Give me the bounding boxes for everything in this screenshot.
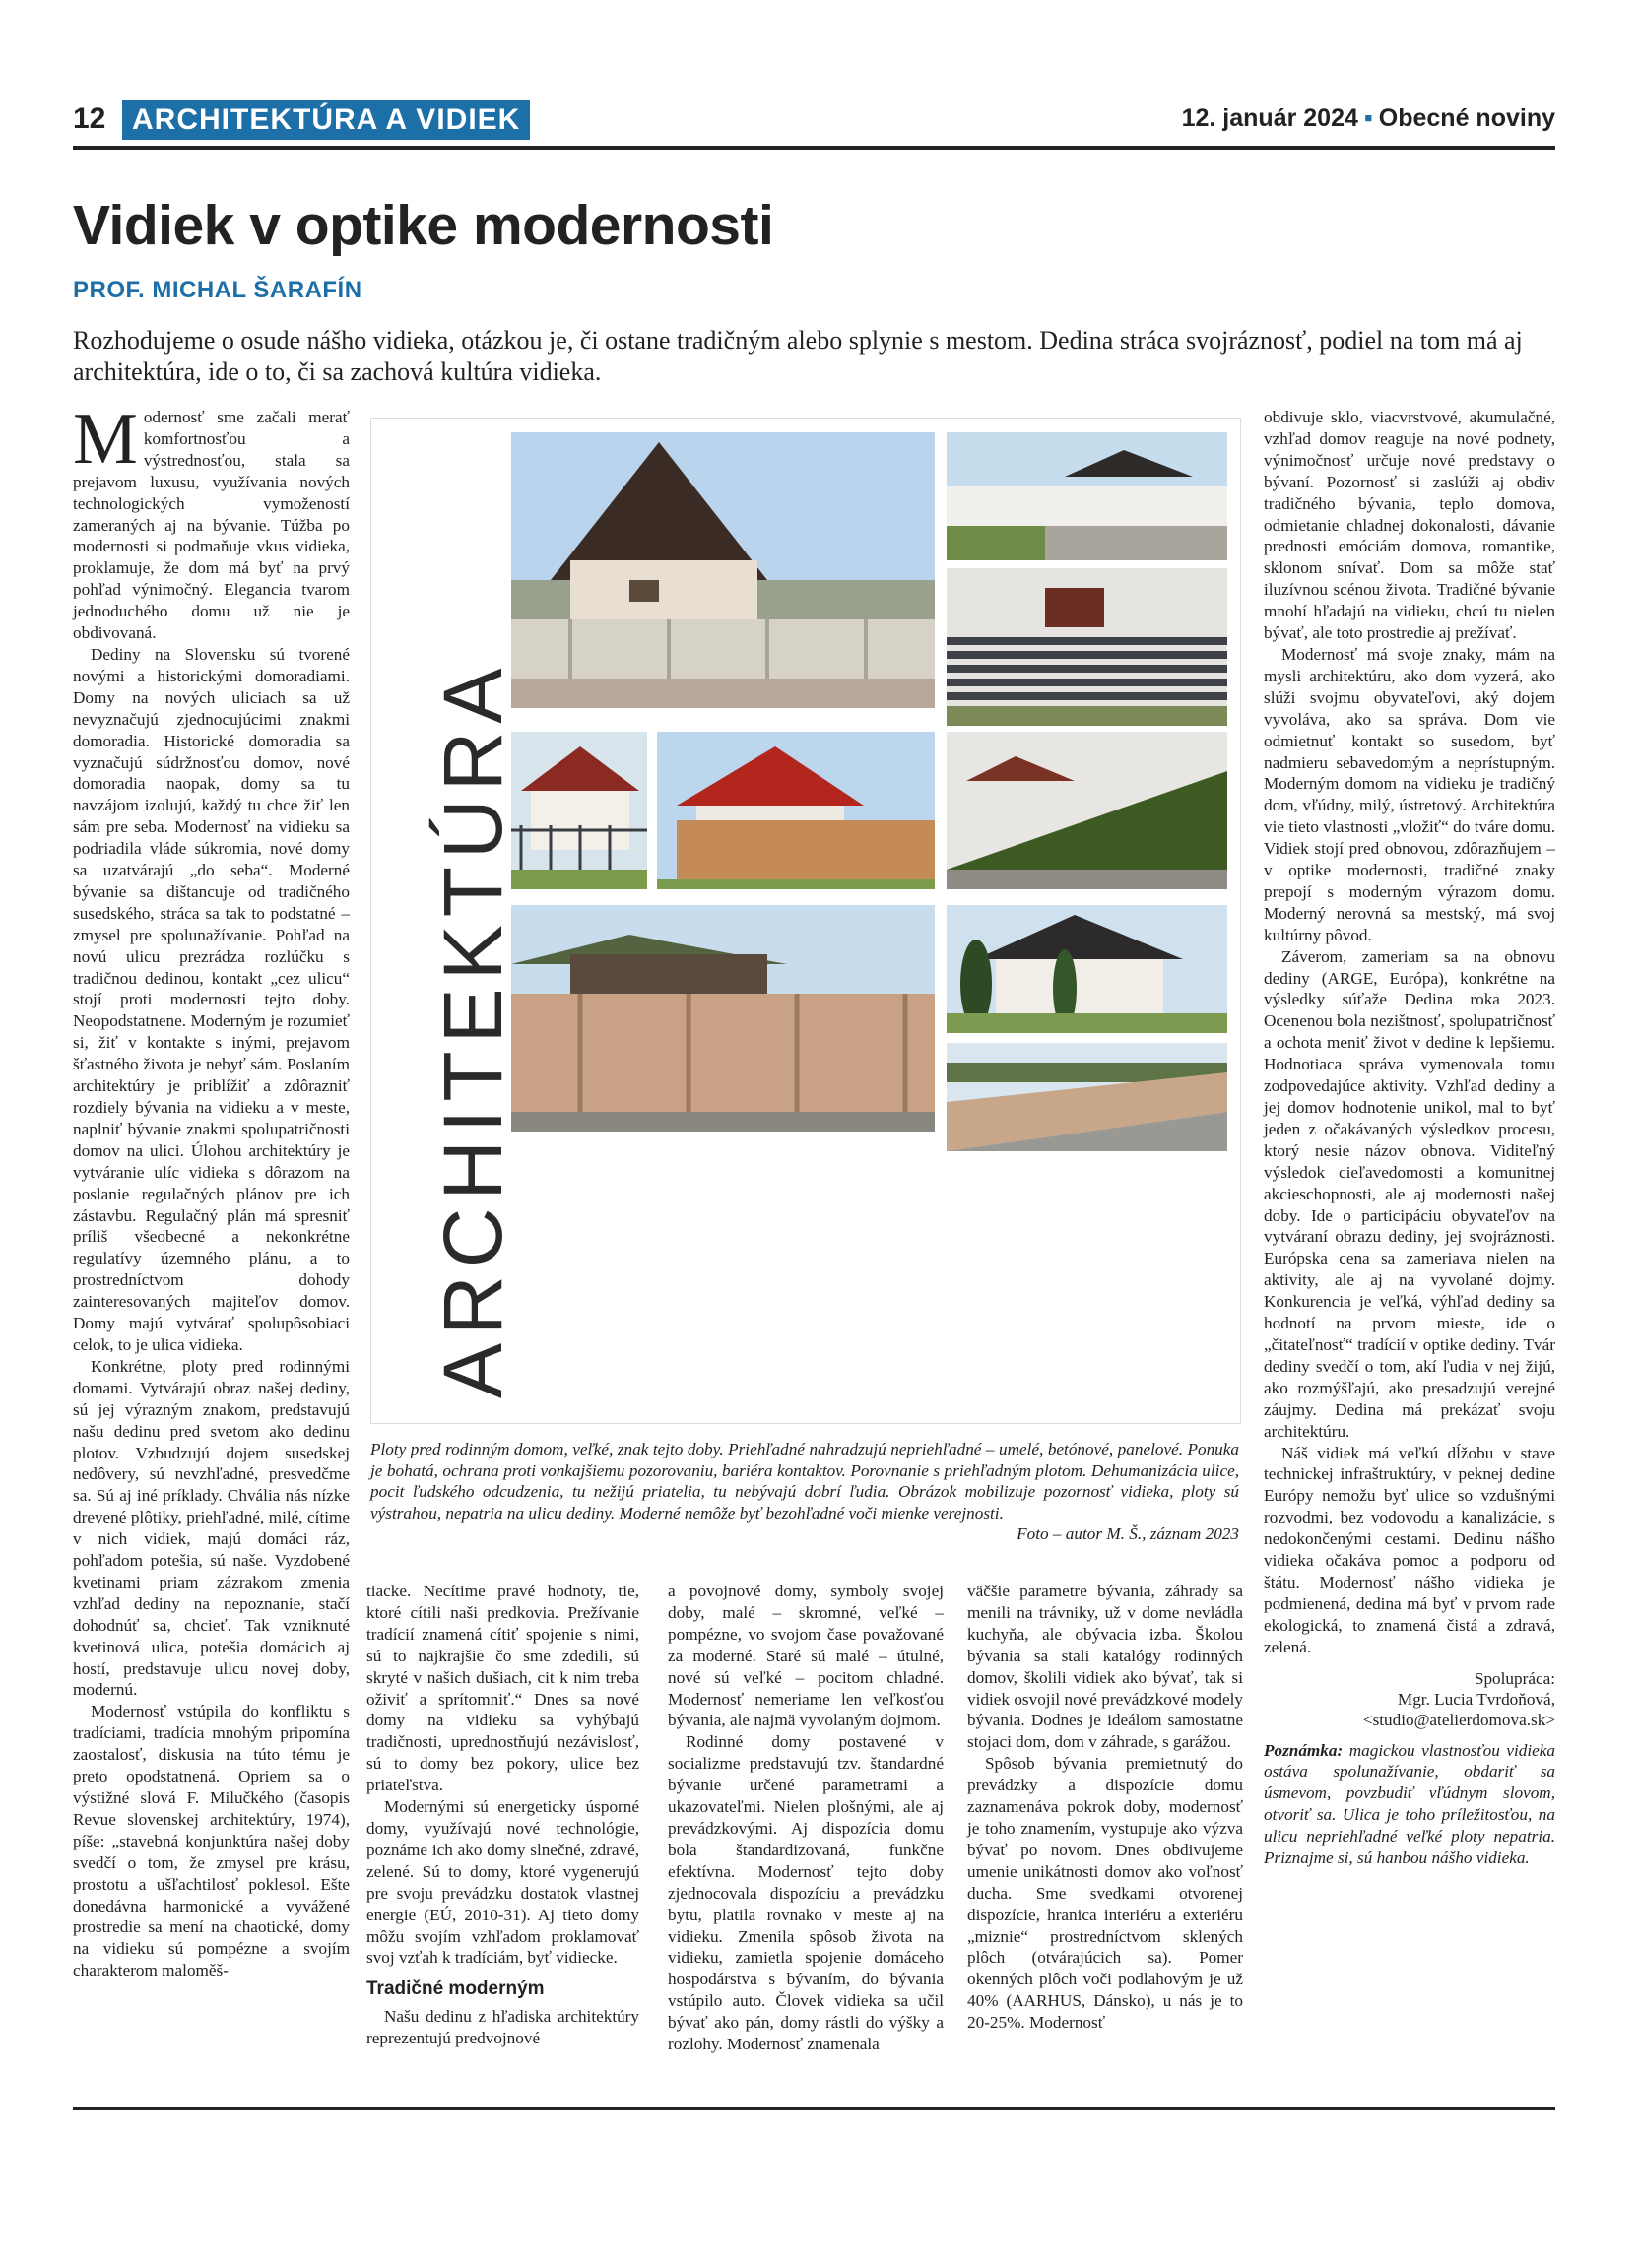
- issue-date: 12. január 2024: [1181, 104, 1358, 132]
- author-note: [1264, 1740, 1555, 1869]
- page-header: [73, 100, 1555, 142]
- article-author: PROF. MICHAL ŠARAFÍN: [73, 277, 362, 303]
- note-label: Poznámka:: [1264, 1740, 1344, 1760]
- photo-slatted-fence: [947, 568, 1227, 726]
- photo-house-concrete-fence: [511, 432, 935, 708]
- paragraph: väčšie parametre bývania, záhrady sa menili na trávniky, už v dome nevládla kuchyňa, ale obývacia izba. Školou bývania sa stali katalógy rodinných domov, školili vidiek ako bývať, tak si vidiek osvojil nové prevádzkové modely bývania. Dodnes je ideálom samostatne stojaci dom, dom v záhrade, s garážou.: [967, 1582, 1243, 1752]
- cooperation-name: Mgr. Lucia Tvrdoňová,: [1397, 1689, 1555, 1709]
- footer-divider: [73, 2107, 1555, 2110]
- paragraph: Konkrétne, ploty pred rodinnými domami. Vytvárajú obraz našej dediny, sú jej výrazným znakom, predstavujú našu dedinu pred svetom ako dedinu plotov. Vzbudzujú dojem susedskej nedôvery, sú nevzhľadné, presvedčme sa. Sú aj iné príklady. Chvália nás nízke drevené plôtiky, priehľadné, milé, cítime v nich vidiek, majú domáci ráz, pohľadom potešia, sú naše. Vyzdobené kvetinami priam zázrakom zmenia vzhľad dediny na nepoznanie, stačí dohodnúť sa, chcieť. Tak vzniknuté kvetinová ulica, potešia domácich aj hostí, predstavuje ulicu novej doby, modernú.: [73, 1356, 350, 1700]
- photo-stone-panel-fence: [511, 905, 935, 1132]
- article-column-3: [668, 1581, 944, 2055]
- paragraph: Našu dedinu z hľadiska architektúry reprezentujú predvojnové: [366, 2007, 639, 2048]
- paragraph: obdivuje sklo, viacvrstvové, akumulačné, vzhľad domov reaguje na nové podnety, výnimočnosť určuje nové predstavy o bývaní. Pozornosť si zaslúži aj obdiv tradičného bývania, teplo domova, odmietanie chladnej dokonalosti, dávanie prednosti emóciám domova, romantike, sklonom snívať. Dom sa môže stať iluzívnou scénou života. Tradičné bývanie mnohí hľadajú na vidieku, chcú tu nielen bývať, ale toto prostredie aj prežívať.: [1264, 408, 1555, 643]
- paragraph: Modernosť má svoje znaky, mám na mysli architektúru, ako dom vyzerá, ako slúži svojmu obyvateľovi, aký dojem vyvoláva, ako sa správa. Dom vie odmietnuť kontakt so susedom, byť nadmieru sebavedomým a neprístupným. Moderným domom na vidieku je tradičný dom, vľúdny, milý, ústretový. Architektúra vie tieto vlastnosti „vložiť“ do tváre domu. Vidiek stojí pred obnovou, zdôrazňujem – v optike modernosti, tradičné znaky prepojí s moderným výrazom domu. Moderný nerovná sa mestský, má svoj kultúrny pôvod.: [1264, 644, 1555, 944]
- photo-red-roof-wood-fence: [657, 732, 935, 889]
- paragraph: Dediny na Slovensku sú tvorené novými a historickými domoradiami. Domy na nových uliciach sa už nevyznačujú zjednocujúcimi znakmi domoradia. Historické domoradia sa vyznačujú súdržnosťou domov, nové domoradia naopak, domy sa tu navzájom izolujú, každý tu chce žiť len sám pre seba. Modernosť na vidieku sa podriadila vláde súkromia, nové domy sa uzatvárajú „do seba“. Moderné bývanie sa dištancuje od tradičného susedského, stráca sa tak to podstatné – zmysel pre spolunažívanie. Pohľad na novú ulicu prezrádza rozlúčku s tradičnou dedinou, kontakt „cez ulicu“ stojí proti modernosti tejto doby. Neopodstatnene. Moderným je rozumieť si, žiť v kontakte s inými, prejavom šťastného života je nebyť sám. Poslaním architektúry je priblížiť a zdôrazniť rozdiely bývania na vidieku a v meste, naplniť bývanie znakmi spolupatričnosti domov na ulici. Úlohou architektúry je vytváranie ulíc vidieka s dôrazom na poslanie regulačných plánov pre ich zástavbu. Regulačný plán má spresniť príliš všeobecné a nekonkrétne regulatívy územného plánu, a to prostredníctvom dohody zainteresovaných majiteľov domov. Domy majú vytvárať spolupôsobiaci celok, to je ulica vidieka.: [73, 644, 350, 1354]
- article-title: Vidiek v optike modernosti: [73, 194, 774, 257]
- page-number: 12: [73, 102, 106, 135]
- article-column-1: [73, 399, 350, 1981]
- section-label: ARCHITEKTÚRA A VIDIEK: [122, 100, 530, 140]
- paragraph: Spôsob bývania premietnutý do prevádzky a dispozície domu zaznamenáva pokrok doby, modernosť je toho znamením, vystupuje ako výzva bývať po novom. Dnes obdivujeme umenie unikátnosti domov ako voľnosť ducha. Sme svedkami otvorenej dispozície, hranica interiéru a exteriéru „miznie“ prostredníctvom sklených plôch (otvárajúcich sa). Pomer okenných plôch voči podlahovým je už 40% (AARHUS, Dánsko), u nás je to 20-25%. Modernosť: [967, 1754, 1243, 2033]
- vertical-architecture-word: ARCHITEKTÚRA: [426, 660, 519, 1398]
- paragraph: Modernými sú energeticky úsporné domy, využívajú nové technológie, poznáme ich ako domy slnečné, zdravé, zelené. Sú to domy, ktoré vygenerujú pre svoju prevádzku dostatok vlastnej energie (EÚ, 2010-31). Aj tieto domy môžu svojím vzhľadom proklamovať svoj vzťah k tradíciám, byť vidiecke.: [366, 1797, 639, 1968]
- paragraph: a povojnové domy, symboly svojej doby, malé – skromné, veľké – pompézne, vo svojom čase považované za moderné. Staré sú malé – útulné, nové sú veľké – pocitom chladné. Modernosť nemeriame len veľkosťou bývania, ale najmä vyvolaným dojmom.: [668, 1582, 944, 1730]
- paragraph: Modernosť vstúpila do konfliktu s tradíciami, tradícia mnohým pripomína zaostalosť, diskusia na túto tému je preto opodstatnená. Opriem sa o výstižné slová F. Milučkého (časopis Revue slovenskej architektúry, 1974), píše: „stavebná konjunktúra našej doby svedčí o tom, že zmysel pre krásu, prostotu a ušľachtilosť poklesol. Ešte donedávna harmonické a vyvážené prostredie sa mení na chaotické, domy na vidieku sú pompézne a svojím charakterom maloměš-: [73, 1702, 350, 1980]
- photo-house-conifers: [947, 905, 1227, 1033]
- photo-credit: Foto – autor M. Š., záznam 2023: [1017, 1524, 1239, 1543]
- paragraph: Rodinné domy postavené v socializme predstavujú tzv. štandardné bývanie určené parametrami a ukazovateľmi. Nielen plošnými, ale aj prevádzkovými. Aj dispozícia domu bola štandardizovaná, funkčne efektívna. Modernosť tejto doby zjednocovala dispozíciu a prevádzku bytu, platila rovnako v meste aj na vidieku. Zmenila spôsob života na vidieku, zamietla spojenie domáceho hospodárstva s bývaním, do bývania vstúpilo auto. Človek vidieka sa učil bývať ako pán, domy rástli do výšky a rozlohy. Modernosť znamenala: [668, 1732, 944, 2054]
- subheading: Tradičné moderným: [366, 1978, 545, 2000]
- paragraph: Modernosť sme začali merať komfortnosťou a výstrednosťou, stala sa prejavom luxusu, využívania nových technologických vymožeností zameraných aj na bývanie. Túžba po modernosti si podmaňuje vkus vidieka, proklamuje, že dom má byť na prvý pohľad výnimočný. Elegancia tvarom jednoduchého domu už nie je obdivovaná.: [73, 399, 350, 643]
- photo-long-fence-road: [947, 1043, 1227, 1151]
- cooperation-credit: [1264, 1668, 1555, 1730]
- article-column-2: [366, 1581, 639, 2049]
- paragraph: tiacke. Necítime pravé hodnoty, tie, ktoré cítili naši predkovia. Prežívanie tradícií znamená cítiť spojenie s nimi, sú to najkrajšie čo sme zdedili, sú skryté v našich dušiach, cit k nim treba oživiť a sprítomniť.“ Dnes sa nové domy na vidieku sa vyhýbajú tradičnosti, uprednostňujú nezávislosť, sú to domy bez pokory, ulice bez priateľstva.: [366, 1582, 639, 1795]
- drop-cap: M: [73, 399, 138, 480]
- issue-info: [1182, 104, 1555, 133]
- paragraph: Záverom, zameriam sa na obnovu dediny (ARGE, Európa), konkrétne na výsledky súťaže Dedina roka 2023. Ocenenou bola nezištnosť, spolupatričnosť a ochota meniť život v dedine k lepšiemu. Hodnotiaca správa vymenovala tomu zodpovedajúce aktivity. Vzhľad dediny a jej domov hodnotenie unikol, mal to byť jeden z očakávaných výsledkov procesu, ktorý nesie názov obnova. Viditeľný výsledok cieľavedomosti a komunitnej akcieschopnosti, ale aj modernosti našej doby. Ide o participáciu obyvateľov na vytváraní obrazu dediny, jej svojráznosti. Európska cena sa zameriava nielen na aktivity, ale aj na vyvolané dojmy. Konkurencia je veľká, výhľad dediny sa hodnotí na prvom mieste, ide o „čitateľnosť“ tradícií v optike dediny. Tvár dediny svedčí o tom, akí ľudia v nej žijú, ako rozmýšľajú, ako presadzujú verejné záujmy. Dedina má prekázať svoju architektúru.: [1264, 946, 1555, 1441]
- cooperation-email: <studio@atelierdomova.sk>: [1362, 1710, 1555, 1729]
- photo-hedge: [947, 732, 1227, 889]
- note-text: magickou vlastnosťou vidieka ostáva spolunažívanie, obdariť sa úsmevom, povzbudiť vľúdnym slovom, otvoriť sa. Ulica je toho príležitosťou, na ulicu nepriehľadné veľké ploty nepatria. Priznajme si, sú hanbou nášho vidieka.: [1264, 1740, 1555, 1868]
- article-column-right: [1264, 407, 1555, 1869]
- photo-caption: [370, 1439, 1239, 1545]
- caption-text: Ploty pred rodinným domom, veľké, znak tejto doby. Priehľadné nahradzujú nepriehľadné – umelé, betónové, panelové. Ponuka je bohatá, ochrana proti vonkajšiemu pozorovaniu, bariéra kontaktov. Porovnanie s priehľadným plotom. Dehumanizácia ulice, pocit ľudského odcudzenia, tu nežijú priatelia, tu nebývajú dobrí ľudia. Obrázok mobilizuje pozornosť vidieka, ploty sú výstrahou, nepatria na ulicu dediny. Moderné nemôže byť bezohľadné voči mienke verejnosti.: [370, 1440, 1239, 1523]
- cooperation-label: Spolupráca:: [1474, 1668, 1555, 1688]
- photo-white-wall: [947, 432, 1227, 560]
- paragraph: Náš vidiek má veľkú dĺžobu v stave technickej infraštruktúry, v peknej dedine Európy nemožu byť ulice so vzdušnými rozvodmi, bez vodovodu a kanalizácie, s nedokončenými cestami. Dedinu nášho vidieka očakáva pomoc a podporu od štátu. Modernosť nášho vidieka je podmienená, dedina má byť v prvom rade ekologická, to znamená čistá a zdravá, zelená.: [1264, 1443, 1555, 1656]
- article-column-4: [967, 1581, 1243, 2034]
- photo-house-metal-fence: [511, 732, 647, 889]
- article-lead: Rozhodujeme o osude nášho vidieka, otázkou je, či ostane tradičným alebo splynie s mestom. Dedina stráca svojráznosť, podiel na tom má aj architektúra, ide o to, či sa zachová kultúra vidieka.: [73, 326, 1523, 386]
- separator-dot-icon: ▪: [1363, 104, 1373, 132]
- publication-name: Obecné noviny: [1378, 104, 1555, 132]
- header-divider: [73, 146, 1555, 150]
